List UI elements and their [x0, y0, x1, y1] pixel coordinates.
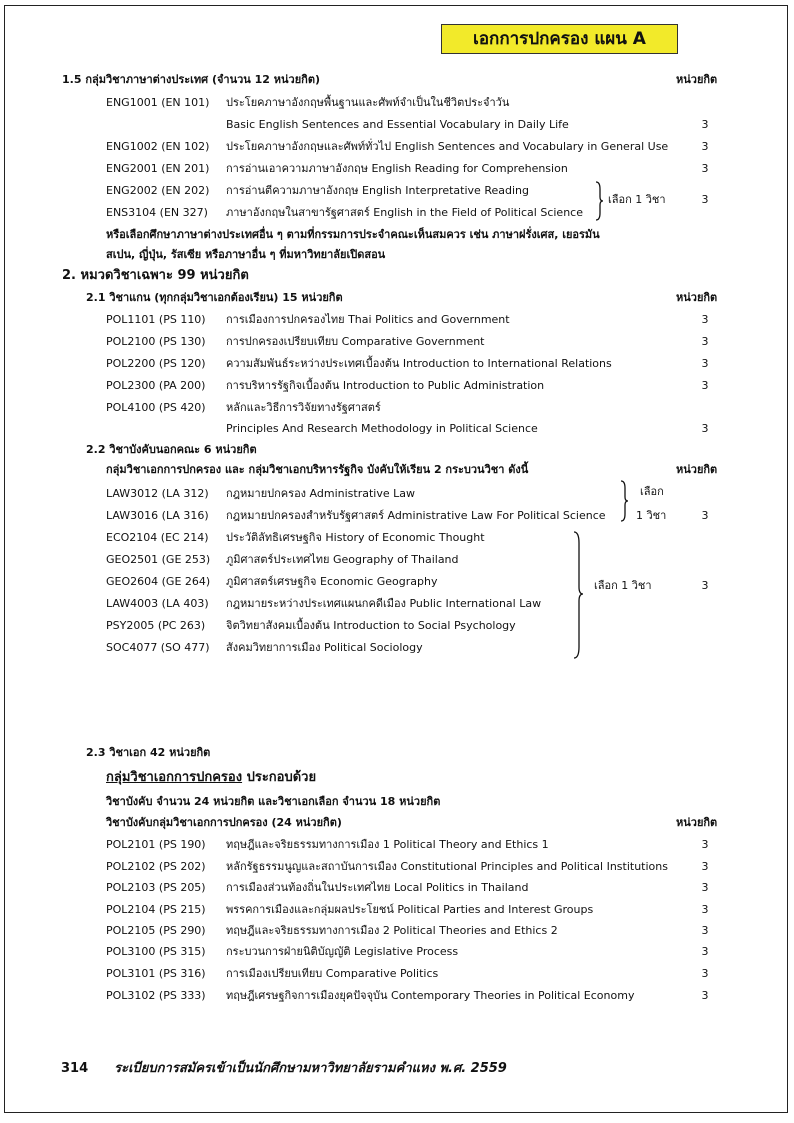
course-credit: 3 [701, 357, 709, 370]
section-2-2-title: 2.2 วิชาบังคับนอกคณะ 6 หน่วยกิต [86, 443, 257, 456]
course-description: ความสัมพันธ์ระหว่างประเทศเบื้องต้น Introduction to International Relations [226, 357, 612, 370]
course-code: ECO2104 (EC 214) [106, 531, 209, 544]
footer-text: ระเบียบการสมัครเข้าเป็นนักศึกษามหาวิทยาลัยรามคำแหง พ.ศ. 2559 [114, 1061, 507, 1076]
credit-column-header: หน่วยกิต [676, 291, 718, 304]
course-code: POL3100 (PS 315) [106, 945, 206, 958]
course-credit: 3 [701, 945, 709, 958]
course-code: POL2300 (PA 200) [106, 379, 206, 392]
course-description: ภูมิศาสตร์ประเทศไทย Geography of Thailand [226, 553, 459, 566]
section-2-title: 2. หมวดวิชาเฉพาะ 99 หน่วยกิต [62, 268, 249, 283]
course-description: กฎหมายปกครอง Administrative Law [226, 487, 415, 500]
course-description: ภูมิศาสตร์เศรษฐกิจ Economic Geography [226, 575, 438, 588]
course-credit: 3 [701, 924, 709, 937]
choose-one-note: เลือก 1 วิชา [608, 193, 666, 206]
course-credit: 3 [701, 989, 709, 1002]
major-group-heading [106, 770, 316, 786]
course-description: สังคมวิทยาการเมือง Political Sociology [226, 641, 423, 654]
major-group-suffix: ประกอบด้วย [242, 770, 317, 785]
course-credit: 3 [701, 162, 709, 175]
course-code: LAW3012 (LA 312) [106, 487, 209, 500]
course-description: การอ่านเอาความภาษาอังกฤษ English Reading for Comprehension [226, 162, 568, 175]
major-required-heading: วิชาบังคับกลุ่มวิชาเอกการปกครอง (24 หน่วยกิต) [106, 816, 342, 829]
course-description: กฎหมายปกครองสำหรับรัฐศาสตร์ Administrative Law For Political Science [226, 509, 606, 522]
course-description: การบริหารรัฐกิจเบื้องต้น Introduction to Public Administration [226, 379, 545, 392]
course-description: การเมืองเปรียบเทียบ Comparative Politics [226, 967, 439, 980]
course-code: ENS3104 (EN 327) [106, 206, 208, 219]
course-code: GEO2501 (GE 253) [106, 553, 211, 566]
major-group-title: กลุ่มวิชาเอกการปกครอง [106, 770, 243, 785]
course-description: ภาษาอังกฤษในสาขารัฐศาสตร์ English in the Field of Political Science [226, 206, 583, 219]
course-description: การเมืองการปกครองไทย Thai Politics and Government [226, 313, 510, 326]
course-credit: 3 [701, 903, 709, 916]
major-credit-summary: วิชาบังคับ จำนวน 24 หน่วยกิต และวิชาเอกเลือก จำนวน 18 หน่วยกิต [106, 795, 441, 808]
choose-one-note: เลือก [640, 485, 664, 498]
course-description: การอ่านตีความภาษาอังกฤษ English Interpretative Reading [226, 184, 529, 197]
course-code: POL1101 (PS 110) [106, 313, 206, 326]
course-description: พรรคการเมืองและกลุ่มผลประโยชน์ Political Parties and Interest Groups [226, 903, 594, 916]
page-number: 314 [61, 1061, 89, 1076]
course-description: หลักและวิธีการวิจัยทางรัฐศาสตร์ [226, 401, 381, 414]
course-code: POL2104 (PS 215) [106, 903, 206, 916]
credit-column-header: หน่วยกิต [676, 816, 718, 829]
course-credit: 3 [701, 140, 709, 153]
course-code: POL4100 (PS 420) [106, 401, 206, 414]
course-credit: 3 [701, 313, 709, 326]
course-code: POL3101 (PS 316) [106, 967, 206, 980]
course-code: POL2102 (PS 202) [106, 860, 206, 873]
section-2-1-title: 2.1 วิชาแกน (ทุกกลุ่มวิชาเอกต้องเรียน) 15 หน่วยกิต [86, 291, 343, 304]
course-code: POL2101 (PS 190) [106, 838, 206, 851]
course-credit: 3 [701, 335, 709, 348]
credit-column-header: หน่วยกิต [676, 73, 718, 86]
course-description: กระบวนการฝ่ายนิติบัญญัติ Legislative Process [226, 945, 459, 958]
course-credit: 3 [701, 193, 709, 206]
page-footer [61, 1057, 507, 1078]
course-code: GEO2604 (GE 264) [106, 575, 211, 588]
course-description: ทฤษฎีเศรษฐกิจการเมืองยุคปัจจุบัน Contemporary Theories in Political Economy [226, 989, 635, 1002]
course-credit: 3 [701, 509, 709, 522]
course-code: LAW4003 (LA 403) [106, 597, 209, 610]
course-code: ENG2002 (EN 202) [106, 184, 210, 197]
course-code: ENG2001 (EN 201) [106, 162, 210, 175]
course-credit: 3 [701, 881, 709, 894]
course-description: หลักรัฐธรรมนูญและสถาบันการเมือง Constitutional Principles and Political Institutions [226, 860, 668, 873]
course-description: ทฤษฎีและจริยธรรมทางการเมือง 2 Political Theories and Ethics 2 [226, 924, 558, 937]
course-description: ประโยคภาษาอังกฤษพื้นฐานและศัพท์จำเป็นในชีวิตประจำวัน [226, 96, 510, 109]
major-plan-badge: เอกการปกครอง แผน A [441, 24, 678, 54]
course-credit: 3 [701, 860, 709, 873]
course-credit: 3 [701, 838, 709, 851]
course-credit: 3 [701, 379, 709, 392]
section-1-5-title: 1.5 กลุ่มวิชาภาษาต่างประเทศ (จำนวน 12 หน่วยกิต) [62, 73, 321, 86]
course-description: ประวัติลัทธิเศรษฐกิจ History of Economic Thought [226, 531, 485, 544]
course-description: กฎหมายระหว่างประเทศแผนกคดีเมือง Public International Law [226, 597, 542, 610]
course-code: PSY2005 (PC 263) [106, 619, 206, 632]
choose-one-note: เลือก 1 วิชา [594, 579, 652, 592]
course-credit: 3 [701, 422, 709, 435]
credit-column-header: หน่วยกิต [676, 463, 718, 476]
course-description: ทฤษฎีและจริยธรรมทางการเมือง 1 Political Theory and Ethics 1 [226, 838, 549, 851]
course-description: ประโยคภาษาอังกฤษและศัพท์ทั่วไป English Sentences and Vocabulary in General Use [226, 140, 669, 153]
course-code: POL2103 (PS 205) [106, 881, 206, 894]
course-description: จิตวิทยาสังคมเบื้องต้น Introduction to Social Psychology [226, 619, 516, 632]
choice-brace [572, 531, 584, 659]
course-description: การปกครองเปรียบเทียบ Comparative Government [226, 335, 485, 348]
course-code: ENG1001 (EN 101) [106, 96, 210, 109]
course-credit: 3 [701, 967, 709, 980]
section-2-2-subtitle: กลุ่มวิชาเอกการปกครอง และ กลุ่มวิชาเอกบริหารรัฐกิจ บังคับให้เรียน 2 กระบวนวิชา ดังนี้ [106, 463, 529, 476]
course-credit: 3 [701, 118, 709, 131]
alternative-language-note: หรือเลือกศึกษาภาษาต่างประเทศอื่น ๆ ตามที่กรรมการประจำคณะเห็นสมควร เช่น ภาษาฝรั่งเศส, เยอรมัน [106, 228, 600, 241]
course-credit: 3 [701, 579, 709, 592]
course-code: POL2200 (PS 120) [106, 357, 206, 370]
course-description: การเมืองส่วนท้องถิ่นในประเทศไทย Local Politics in Thailand [226, 881, 529, 894]
alternative-language-note: สเปน, ญี่ปุ่น, รัสเซีย หรือภาษาอื่น ๆ ที่มหาวิทยาลัยเปิดสอน [106, 248, 386, 261]
choice-brace [594, 181, 604, 221]
course-code: SOC4077 (SO 477) [106, 641, 210, 654]
course-code: LAW3016 (LA 316) [106, 509, 209, 522]
course-code: POL2100 (PS 130) [106, 335, 206, 348]
course-description: Basic English Sentences and Essential Vocabulary in Daily Life [226, 118, 569, 131]
choice-brace [619, 480, 629, 522]
section-2-3-title: 2.3 วิชาเอก 42 หน่วยกิต [86, 746, 211, 759]
course-description: Principles And Research Methodology in Political Science [226, 422, 538, 435]
course-code: POL3102 (PS 333) [106, 989, 206, 1002]
choose-one-note: 1 วิชา [636, 509, 667, 522]
course-code: POL2105 (PS 290) [106, 924, 206, 937]
course-code: ENG1002 (EN 102) [106, 140, 210, 153]
